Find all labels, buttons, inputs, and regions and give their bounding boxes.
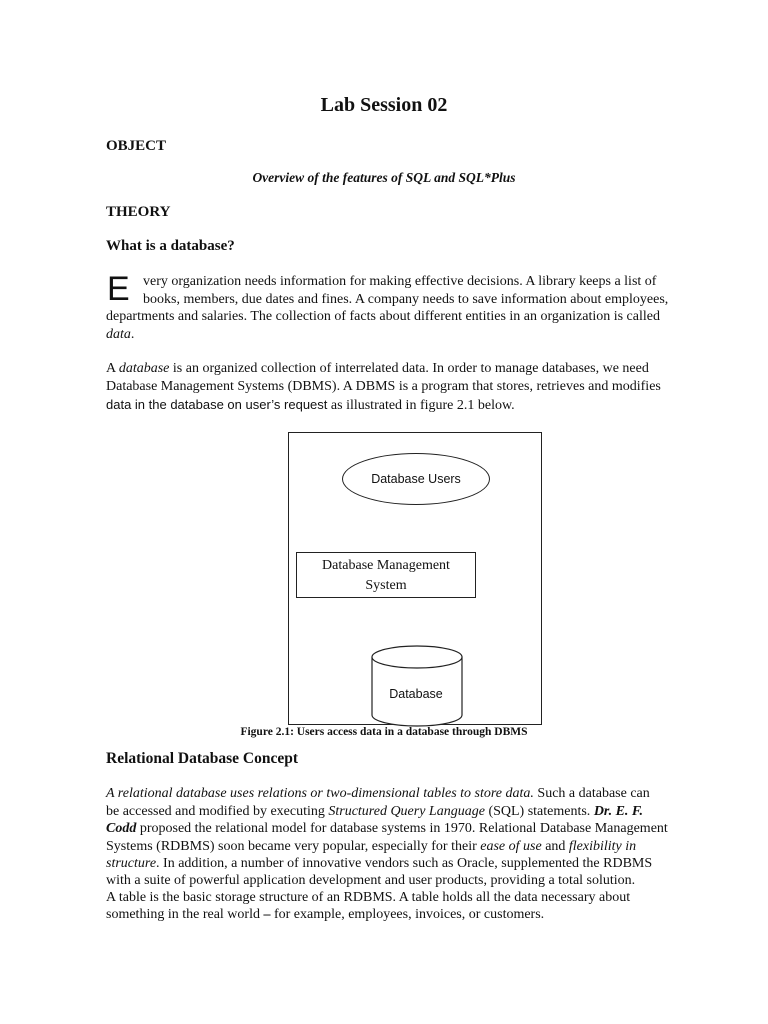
rl8b: for example, employees, invoices, or customers. [270,907,545,922]
relational-line-6: with a suite of powerful application development and user products, providing a total solution. [106,873,636,888]
term-ease-of-use: ease of use [480,839,542,854]
dbms-node-line-2: System [365,578,407,593]
database-label: Database [389,687,443,701]
relational-line-4 [106,838,678,856]
intro-line-1: very organization needs information for making effective decisions. A library keeps a list of [143,274,657,289]
rl5-rest: . In addition, a number of innovative vendors such as Oracle, supplemented the RDBMS [156,856,653,871]
codd-name-part-1: Dr. E. F. [593,804,643,819]
em-dash: – [263,907,271,922]
rl3-rest: proposed the relational model for database systems in 1970. Relational Database Management [136,821,668,836]
dbms-rest: is an organized collection of interrelated data. In order to manage databases, we need [169,361,649,376]
dbms-line-end: as illustrated in figure 2.1 below. [327,398,515,413]
term-sql: Structured Query Language [328,804,485,819]
dbms-line-2: Database Management Systems (DBMS). A DBMS is a program that stores, retrieves and modifies [106,379,661,394]
intro-period: . [130,327,135,342]
relational-line-8 [106,906,678,924]
figure-caption: Figure 2.1: Users access data in a database through DBMS [240,726,528,738]
rl2b: (SQL) statements. [484,804,594,819]
figure-2-1-diagram [288,432,542,725]
dbms-sans-text: data in the database on user’s request [106,397,328,412]
relational-line-5 [106,855,678,873]
term-database: database [118,361,170,376]
object-heading: OBJECT [106,138,167,154]
rl2a: be accessed and modified by executing [106,804,329,819]
term-flexibility: flexibility in [568,839,637,854]
object-subtitle: Overview of the features of SQL and SQL*Plus [252,170,516,185]
relational-line-1 [106,785,678,803]
rl8a: something in the real world [106,907,264,922]
relational-definition: A relational database uses relations or two-dimensional tables to store data. [106,786,534,801]
database-users-node [342,453,490,505]
database-cylinder-icon [371,645,463,727]
intro-line-3: departments and salaries. The collection of facts about different entities in an organization is called [106,309,660,324]
dbms-line-3 [106,396,678,415]
intro-line-2: books, members, due dates and fines. A company needs to save information about employees, [143,292,669,307]
dbms-node-line-1: Database Management [322,558,450,573]
relational-l1-rest: Such a database can [533,786,650,801]
intro-line-4 [106,326,678,344]
theory-heading: THEORY [106,204,171,220]
relational-line-2 [106,803,678,821]
term-data: data [106,327,131,342]
dbms-prefix: A [106,361,119,376]
term-structure: structure [106,856,157,871]
database-users-label: Database Users [371,472,461,486]
dbms-node [296,552,476,598]
drop-cap-letter: E [107,270,130,308]
what-is-database-heading: What is a database? [106,238,235,254]
relational-heading: Relational Database Concept [106,750,299,767]
dbms-line-1 [106,360,678,378]
relational-line-7: A table is the basic storage structure of an RDBMS. A table holds all the data necessary about [106,890,631,905]
rl4a: Systems (RDBMS) soon became very popular, especially for their [106,839,481,854]
rl4b: and [541,839,569,854]
codd-name-part-2: Codd [106,821,137,836]
page-title: Lab Session 02 [320,94,448,116]
relational-line-3 [106,820,678,838]
